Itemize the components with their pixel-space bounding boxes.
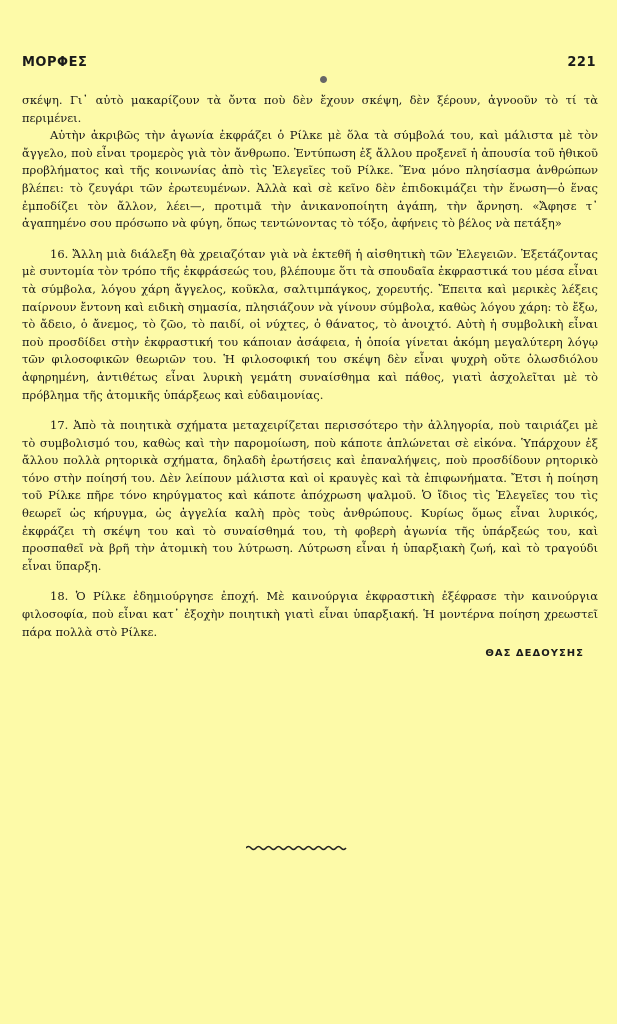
wavy-divider	[246, 845, 348, 851]
author-signature: ΘΑΣ ΔΕΔΟΥΣΗΣ	[485, 648, 584, 660]
page	[22, 55, 596, 75]
paragraph-section-18: 18. Ὁ Ρίλκε ἐδημιούργησε ἐποχή. Μὲ καινούργια ἐκφραστικὴ ἐξέφρασε τὴν καινούργια φιλοσοφία, ποὺ εἶναι κατ᾽ ἐξοχὴν ποιητικὴ γιατὶ εἶναι ὑπαρξιακή. Ἡ μοντέρνα ποίηση χρεωστεῖ πάρα πολλὰ στὸ Ρίλκε.	[22, 589, 598, 639]
paragraph-angel: Αὐτὴν ἀκριβῶς τὴν ἀγωνία ἐκφράζει ὁ Ρίλκε μὲ ὅλα τὰ σύμβολά του, καὶ μάλιστα μὲ τὸν ἄγγελο, ποὺ εἶναι τρομερὸς γιὰ τὸν ἄνθρωπο. Ἐντύπωση ἐξ ἄλλου προξενεῖ ἡ ἀπουσία τοῦ ἠθικοῦ προβλήματος καὶ τῆς κοινωνίας ἀπὸ τὶς Ἐλεγεῖες τοῦ Ρίλκε. Ἕνα μόνο πλησίασμα ἀνθρώπων βλέπει: τὸ ζευγάρι τῶν ἐρωτευμένων. Ἀλλὰ καὶ σὲ κεῖνο δὲν ἐπιδοκιμάζει τὴν ἕνωση—ὁ ἕνας ἐμποδίζει τὸν ἄλλον, λέει—, προτιμᾶ τὴν ἀνικανοποίητη ἀγάπη, τὴν ἄρνηση. «Ἄφησε τ᾽ ἀγαπημένο σου πρόσωπο νὰ φύγη, ὅπως τεντώνοντας τὸ τόξο, ἀφήνεις τὸ βέλος νὰ πετάξη»	[22, 128, 598, 231]
paragraph-continuation: σκέψη. Γι᾽ αὐτὸ μακαρίζουν τὰ ὄντα ποὺ δὲν ἔχουν σκέψη, δὲν ξέρουν, ἀγνοοῦν τὸ τί τὰ περιμένει.	[22, 93, 598, 125]
article-body	[22, 92, 598, 663]
paragraph-section-17: 17. Ἀπὸ τὰ ποιητικὰ σχήματα μεταχειρίζεται περισσότερο τὴν ἀλληγορία, ποὺ ταιριάζει μὲ τὸ συμβολισμό του, καθὼς καὶ τὴν παρομοίωση, ποὺ κάποτε ἁπλώνεται σὲ εἰκόνα. Ὑπάρχουν ἐξ ἄλλου πολλὰ ρητορικὰ σχήματα, δηλαδὴ ἐρωτήσεις καὶ ἐπαναλήψεις, ποὺ προσδίδουν ρητορικὸ τόνο στὴν ποίησή του. Δὲν λείπουν μάλιστα καὶ οἱ κραυγὲς καὶ τὰ ἐπιφωνήματα. Ἔτσι ἡ ποίηση τοῦ Ρίλκε πῆρε τόνο κηρύγματος καὶ κάποτε ἀπόχρωση ψαλμοῦ. Ὁ ἴδιος τὶς Ἐλεγεῖες του τὶς θεωρεῖ ὡς κήρυγμα, ὡς ἀγγελία καλὴ πρὸς τοὺς ἀνθρώπους. Κυρίως ὅμως εἶναι λυρικός, ἐκφράζει τὴ σκέψη του καὶ τὸ συναίσθημά του, τὴ φοβερὴ ἀγωνία τῆς ὑπάρξεώς του, καὶ προσπαθεῖ νὰ βρῆ τὴν ἀτομικὴ του λύτρωση. Λύτρωση εἶναι ἡ ὑπαρξιακὴ ζωή, καὶ τὸ τραγούδι εἶναι ὕπαρξη.	[22, 418, 598, 573]
page-number: 221	[567, 55, 596, 70]
running-header	[22, 55, 596, 75]
ornament-dot	[320, 76, 327, 83]
journal-title: ΜΟΡΦΕΣ	[22, 55, 88, 70]
paragraph-section-16: 16. Ἄλλη μιὰ διάλεξη θὰ χρειαζόταν γιὰ νὰ ἐκτεθῆ ἡ αἰσθητικὴ τῶν Ἐλεγειῶν. Ἐξετάζοντας μὲ συντομία τὸν τρόπο τῆς ἐκφράσεώς του, βλέπουμε ὅτι τὰ σπουδαῖα ἐκφραστικά του μέσα εἶναι τὰ σύμβολα, λόγου χάρη ἄγγελος, κοῦκλα, σαλτιμπάγκος, χορευτής. Ἔπειτα καὶ μερικὲς λέξεις παίρνουν ἔντονη καὶ ειδικὴ σημασία, πλησιάζουν νὰ γίνουν σύμβολα, καθὼς λόγου χάρη: τὸ ἔξω, τὸ ἄδειο, ὁ ἄνεμος, τὸ ζῶο, τὸ παιδί, οἱ νύχτες, ὁ θάνατος, τὸ ἀνοιχτό. Αὐτὴ ἡ συμβολικὴ εἶναι ποὺ προσδίδει στὴν ἐκφραστική του κάποιαν ἀσάφεια, ἡ ὁποία γίνεται ἀκόμη μεγαλύτερη λόγῳ τῶν φιλοσοφικῶν θεωριῶν του. Ἡ φιλοσοφική του σκέψη δὲν εἶναι ψυχρὴ οὔτε ὁλωσδιόλου ἀφηρημένη, ἀντιθέτως εἶναι λυρικὴ γεμάτη συναίσθημα καὶ πάθος, γιατὶ ἀσχολεῖται μὲ τὸ πρόβλημα τῆς ἀτομικῆς ὑπάρξεως καὶ εὐδαιμονίας.	[22, 246, 598, 402]
